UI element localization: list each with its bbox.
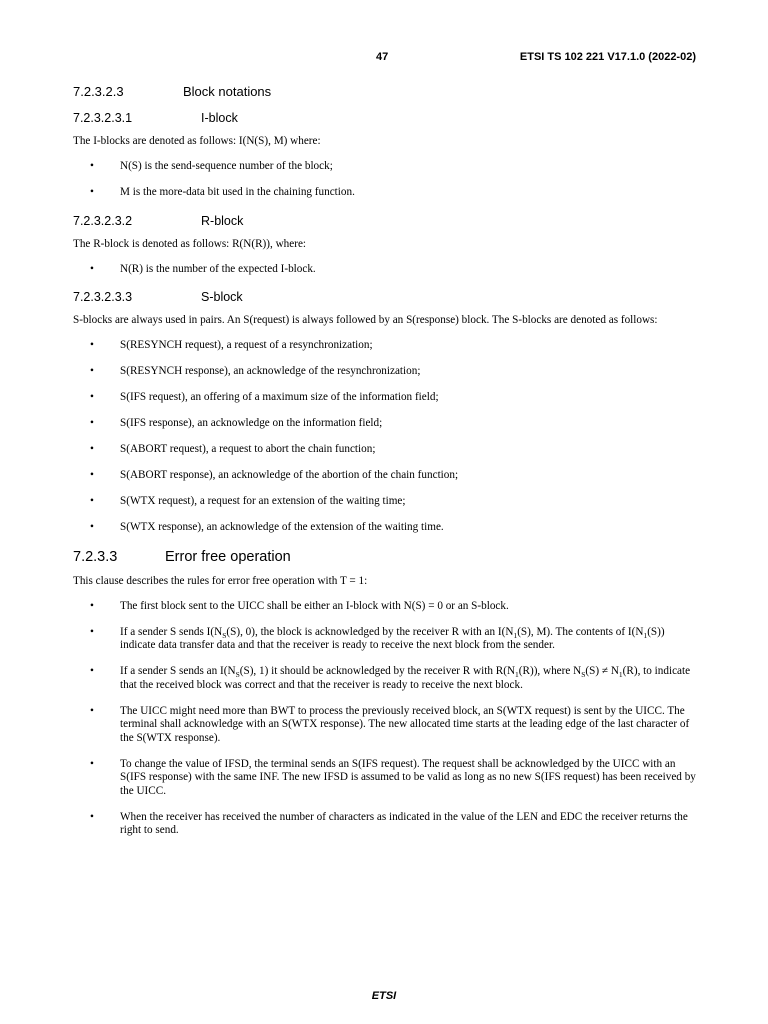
list-item [73, 600, 697, 614]
error-free-intro: This clause describes the rules for error free operation with T = 1: [73, 574, 368, 587]
list-item-text: The first block sent to the UICC shall be either an I-block with N(S) = 0 or an S-block. [120, 599, 509, 612]
heading-number: 7.2.3.2.3.1 [73, 111, 133, 125]
list-item-text: If a sender S sends an $I(N_S(S)$, 1) it should be acknowledged by the receiver R with $R(N_1(R))$, where $N_S(S) \ne N_1(R)$, to indicate that the received block was correct and that the receiver is ready to receive the next block. [120, 665, 691, 691]
bullet-icon: • [90, 625, 94, 638]
heading-sblock [73, 290, 697, 304]
list-item-text: S(RESYNCH request), a request of a resynchronization; [120, 339, 373, 351]
list-item [73, 521, 697, 535]
document-id: ETSI TS 102 221 V17.1.0 (2022-02) [519, 51, 696, 63]
bullet-icon: • [90, 757, 94, 770]
heading-title: Block notations [183, 84, 272, 99]
bullet-icon: • [90, 665, 94, 677]
list-item-text: N(R) is the number of the expected I-block. [120, 262, 316, 275]
list-item [73, 391, 697, 405]
list-item [73, 160, 697, 174]
iblock-intro: The I-blocks are denoted as follows: I(N(S), M) where: [73, 135, 321, 147]
list-item-text: S(ABORT request), a request to abort the chain function; [120, 443, 376, 455]
heading-block-notations [73, 84, 697, 99]
list-item [73, 469, 697, 483]
list-item [73, 811, 697, 838]
list-item-text: If a sender S sends $I(N_S(S)$, 0), the block is acknowledged by the receiver R with an $I(N_1(S)$, M). The contents of $I(N_1(S))$ indicate data transfer data and that the receiver is ready to receive the next block from the sender. [120, 625, 665, 651]
list-item [73, 495, 697, 509]
list-item-text: N(S) is the send-sequence number of the block; [120, 160, 333, 172]
rblock-intro: The R-block is denoted as follows: R(N(R)), where: [73, 237, 307, 250]
heading-number: 7.2.3.2.3 [73, 84, 124, 99]
list-item-text: S(WTX response), an acknowledge of the extension of the waiting time. [120, 521, 444, 533]
page-content [73, 84, 697, 852]
heading-number: 7.2.3.3 [73, 548, 118, 565]
heading-title: S-block [201, 290, 243, 304]
list-item [73, 665, 697, 692]
list-item-text: S(ABORT response), an acknowledge of the abortion of the chain function; [120, 469, 459, 481]
heading-title: R-block [201, 213, 244, 228]
bullet-icon: • [90, 443, 94, 455]
footer-etsi: ETSI [371, 990, 397, 1002]
heading-title: I-block [201, 111, 238, 125]
bullet-icon: • [90, 599, 94, 612]
sblock-list [73, 339, 697, 535]
heading-title: Error free operation [165, 548, 291, 565]
list-item-text: S(RESYNCH response), an acknowledge of the resynchronization; [120, 365, 421, 377]
list-item [73, 705, 697, 746]
bullet-icon: • [90, 417, 94, 429]
list-item-text: The UICC might need more than BWT to process the previously received block, an S(WTX request) is sent by the UICC. The terminal shall acknowledge with an S(WTX response). The new allocated time starts at the leading edge of the last character of the S(WTX response). [120, 704, 690, 744]
bullet-icon: • [90, 160, 94, 172]
list-item-text: To change the value of IFSD, the terminal sends an S(IFS request). The request shall be acknowledged by the UICC with an S(IFS response) with the same INF. The new IFSD is assumed to be valid as long as no new S(IFS request) has been received by the UICC. [120, 757, 696, 797]
bullet-icon: • [90, 262, 94, 275]
list-item-text: S(WTX request), a request for an extension of the waiting time; [120, 495, 406, 507]
list-item [73, 758, 697, 799]
bullet-icon: • [90, 339, 94, 351]
heading-error-free-operation [73, 549, 697, 565]
bullet-icon: • [90, 521, 94, 533]
bullet-icon: • [90, 704, 94, 717]
bullet-icon: • [90, 495, 94, 507]
list-item [73, 365, 697, 379]
list-item [73, 263, 697, 277]
list-item-text: S(IFS response), an acknowledge on the information field; [120, 417, 383, 429]
heading-number: 7.2.3.2.3.2 [73, 213, 133, 228]
list-item-text: When the receiver has received the number of characters as indicated in the value of the LEN and EDC the receiver returns the right to send. [120, 810, 688, 836]
heading-rblock [73, 214, 697, 228]
bullet-icon: • [90, 810, 94, 823]
list-item [73, 186, 697, 200]
heading-iblock [73, 111, 697, 125]
bullet-icon: • [90, 365, 94, 377]
list-item-text: M is the more-data bit used in the chaining function. [120, 186, 355, 198]
bullet-icon: • [90, 186, 94, 198]
list-item [73, 339, 697, 353]
heading-number: 7.2.3.2.3.3 [73, 290, 133, 304]
page-number: 47 [376, 51, 389, 63]
bullet-icon: • [90, 469, 94, 481]
list-item [73, 417, 697, 431]
error-free-list [73, 600, 697, 838]
bullet-icon: • [90, 391, 94, 403]
list-item [73, 626, 697, 653]
iblock-list [73, 160, 697, 200]
list-item [73, 443, 697, 457]
rblock-list [73, 263, 697, 277]
list-item-text: S(IFS request), an offering of a maximum size of the information field; [120, 391, 439, 403]
sblock-intro: S-blocks are always used in pairs. An S(request) is always followed by an S(response) block. The S-blocks are denoted as follows: [73, 314, 658, 326]
